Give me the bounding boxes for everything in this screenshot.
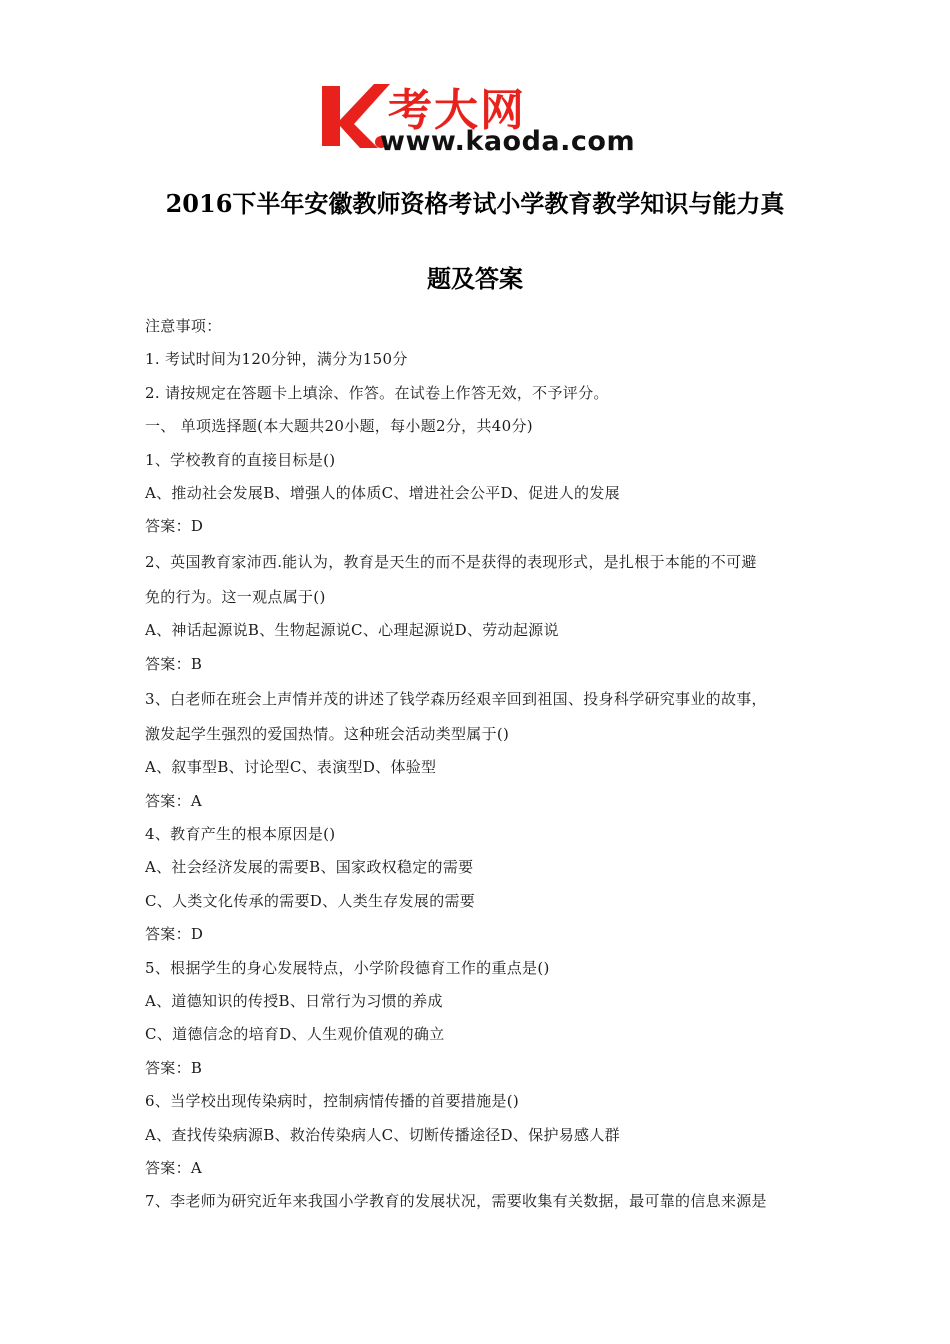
question-stem: 7、李老师为研究近年来我国小学教育的发展状况，需要收集有关数据，最可靠的信息来源是 xyxy=(145,1192,767,1211)
question-options: A、社会经济发展的需要B、国家政权稳定的需要 xyxy=(145,858,474,877)
question-stem: 5、根据学生的身心发展特点，小学阶段德育工作的重点是() xyxy=(145,958,550,977)
question-stem-continued: 激发起学生强烈的爱国热情。这种班会活动类型属于() xyxy=(145,724,510,743)
question-answer: 答案：D xyxy=(145,517,204,536)
notes-item: 2. 请按规定在答题卡上填涂、作答。在试卷上作答无效，不予评分。 xyxy=(145,383,609,402)
question-answer: 答案：D xyxy=(145,925,204,944)
question-options: A、神话起源说B、生物起源说C、心理起源说D、劳动起源说 xyxy=(145,621,559,640)
page-title-line-1: 2016下半年安徽教师资格考试小学教育教学知识与能力真 xyxy=(165,189,785,218)
question-options: A、道德知识的传授B、日常行为习惯的养成 xyxy=(145,992,443,1011)
question-options: A、查找传染病源B、救治传染病人C、切断传播途径D、保护易感人群 xyxy=(145,1125,620,1144)
logo-url-text: www.kaoda.com xyxy=(380,126,636,157)
question-stem: 6、当学校出现传染病时，控制病情传播的首要措施是() xyxy=(145,1092,520,1111)
section-heading: 一、 单项选择题(本大题共20小题，每小题2分，共40分) xyxy=(145,417,533,436)
question-stem: 2、英国教育家沛西.能认为，教育是天生的而不是获得的表现形式，是扎根于本能的不可避 xyxy=(145,552,757,571)
notes-item: 1. 考试时间为120分钟，满分为150分 xyxy=(145,350,408,369)
question-stem: 3、白老师在班会上声情并茂的讲述了钱学森历经艰辛回到祖国、投身科学研究事业的故事， xyxy=(145,689,767,708)
page-title-line-2: 题及答案 xyxy=(427,264,523,293)
question-stem-continued: 免的行为。这一观点属于() xyxy=(145,587,326,606)
question-stem: 1、学校教育的直接目标是() xyxy=(145,450,336,469)
notes-heading: 注意事项： xyxy=(145,317,222,335)
question-options: C、人类文化传承的需要D、人类生存发展的需要 xyxy=(145,891,476,910)
kaoda-logo xyxy=(318,78,638,160)
question-options: A、叙事型B、讨论型C、表演型D、体验型 xyxy=(145,758,437,777)
question-options: A、推动社会发展B、增强人的体质C、增进社会公平D、促进人的发展 xyxy=(145,483,620,502)
question-answer: 答案：B xyxy=(145,1058,203,1077)
question-answer: 答案：B xyxy=(145,654,203,673)
question-options: C、道德信念的培育D、人生观价值观的确立 xyxy=(145,1025,445,1044)
question-answer: 答案：A xyxy=(145,791,203,810)
logo-brand-text: 考大网 xyxy=(388,85,526,136)
question-answer: 答案：A xyxy=(145,1158,203,1177)
question-stem: 4、教育产生的根本原因是() xyxy=(145,825,336,844)
exam-content xyxy=(145,310,825,1219)
